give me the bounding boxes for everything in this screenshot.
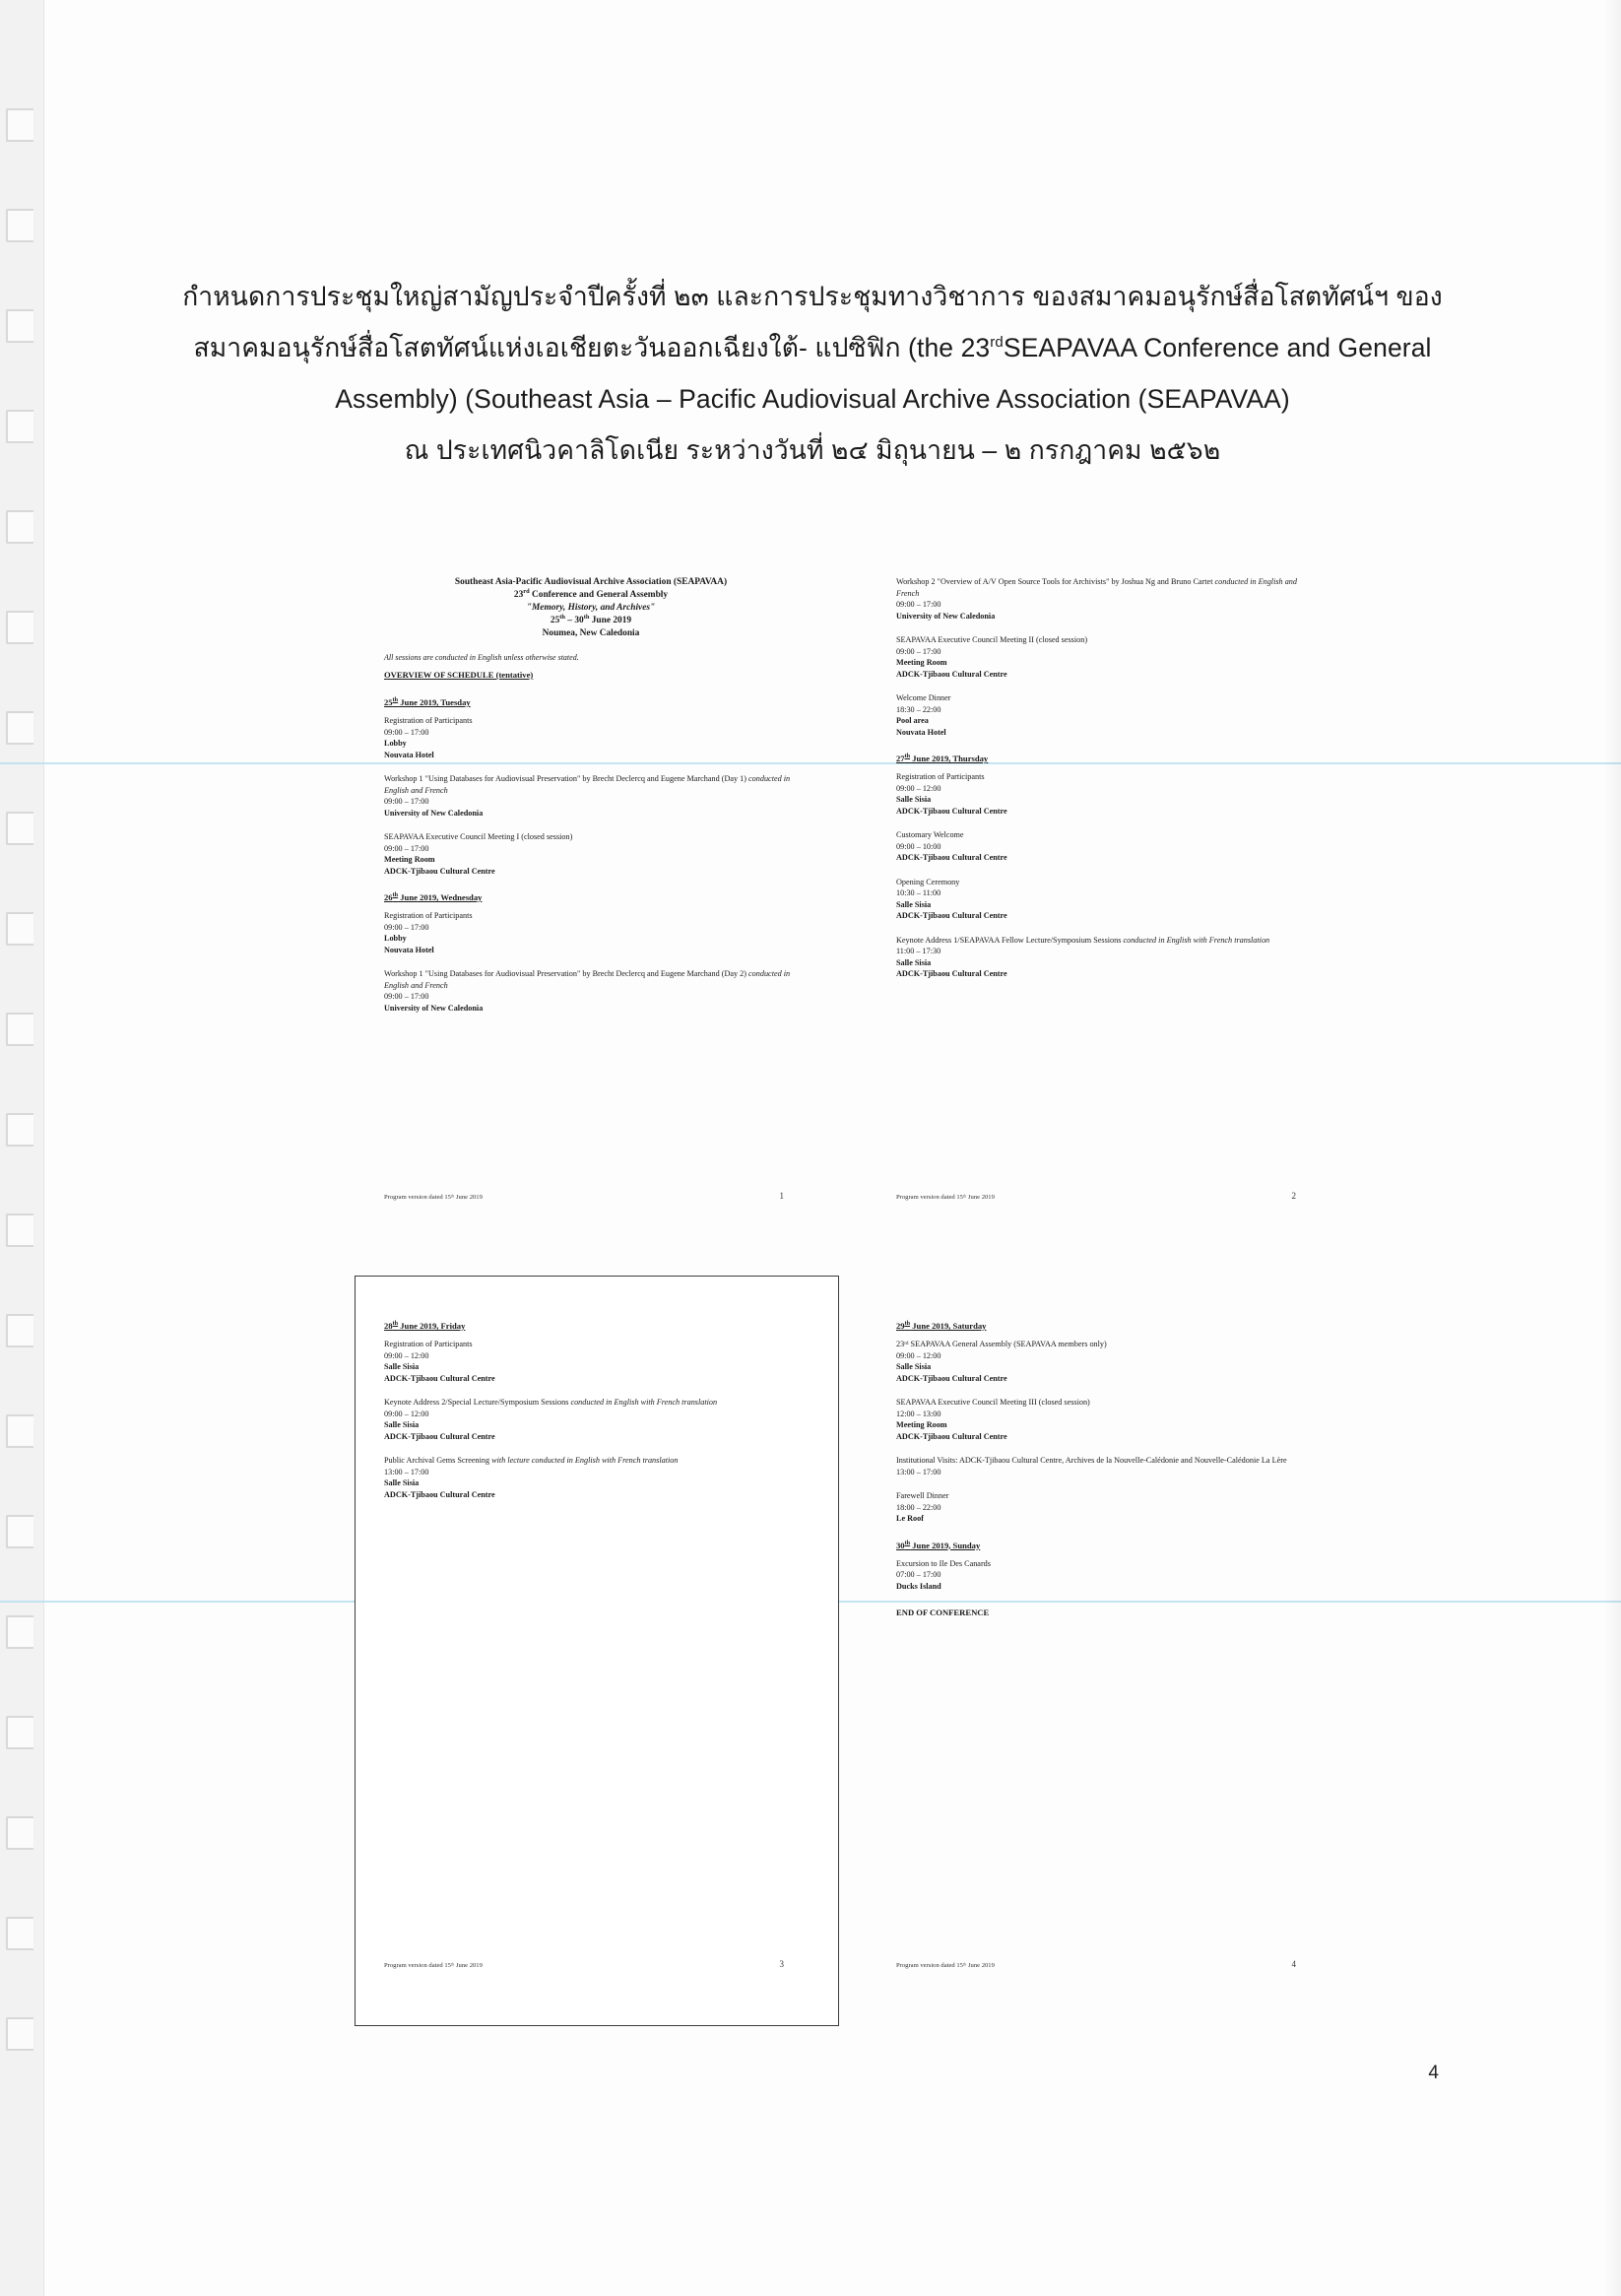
title-line-1: กำหนดการประชุมใหญ่สามัญประจำปีครั้งที่ ๒๓ และการประชุมทางวิชาการ ของสมาคมอนุรักษ์สื่อโสตทัศน์ฯ ของ xyxy=(182,282,1443,311)
program-version-text: Program version dated 15ᵗʰ June 2019 xyxy=(896,1962,995,1969)
page-right-shadow xyxy=(1603,0,1621,2296)
entry-title-note: conducted in English and French xyxy=(384,774,791,795)
schedule-entry xyxy=(384,773,798,819)
title-line-3: Assembly) (Southeast Asia – Pacific Audiovisual Archive Association (SEAPAVAA) xyxy=(335,384,1290,414)
ordinal-superscript: rd xyxy=(990,334,1004,352)
schedule-entry xyxy=(896,877,1310,922)
program-header xyxy=(384,576,798,640)
entry-venue: Meeting Room xyxy=(896,658,947,667)
program-page-4 xyxy=(896,1305,1310,1975)
program-version-text: Program version dated 15ᵗʰ June 2019 xyxy=(384,1194,483,1201)
program-page-2 xyxy=(896,576,1310,1207)
entry-venue: Le Roof xyxy=(896,1514,924,1523)
entry-time: 09:00 – 17:00 xyxy=(384,992,429,1001)
entry-time: 18:30 – 22:00 xyxy=(896,704,941,714)
program-footer xyxy=(384,1959,798,1969)
entry-venue: ADCK-Tjibaou Cultural Centre xyxy=(896,969,1007,978)
day-heading xyxy=(896,754,1310,763)
conf-ordinal-suffix: rd xyxy=(523,587,530,595)
day-number: 26 xyxy=(384,892,393,902)
day-number: 30 xyxy=(896,1540,905,1550)
day-heading xyxy=(896,1541,1310,1550)
program-header-line-2 xyxy=(384,589,798,602)
entry-venue: Salle Sisia xyxy=(896,795,932,804)
entry-title xyxy=(384,1455,798,1467)
entry-venue: University of New Caledonia xyxy=(384,1003,484,1013)
entry-time: 13:00 – 17:00 xyxy=(896,1467,941,1476)
schedule-entry xyxy=(896,576,1310,622)
entry-venue: Ducks Island xyxy=(896,1581,941,1591)
entry-venue: ADCK-Tjibaou Cultural Centre xyxy=(896,853,1007,862)
title-line-2 xyxy=(148,322,1477,373)
program-header-line-1: Southeast Asia-Pacific Audiovisual Archive Association (SEAPAVAA) xyxy=(454,577,728,587)
entry-title: Institutional Visits: ADCK-Tjibaou Cultural Centre, Archives de la Nouvelle-Calédonie and Nouvelle-Calédonie La Lère xyxy=(896,1456,1287,1465)
entry-venue: ADCK-Tjibaou Cultural Centre xyxy=(896,1373,1007,1383)
entry-time: 11:00 – 17:30 xyxy=(896,947,941,955)
date-start: 25 xyxy=(550,616,560,625)
entry-venue: University of New Caledonia xyxy=(896,611,996,621)
day-number-suffix: th xyxy=(392,696,399,704)
date-separator: – 30 xyxy=(564,616,584,625)
schedule-entry xyxy=(896,692,1310,738)
entry-title-note: with lecture conducted in English with French translation xyxy=(491,1456,679,1465)
entry-title: Welcome Dinner xyxy=(896,693,951,702)
entry-venue: ADCK-Tjibaou Cultural Centre xyxy=(896,911,1007,920)
entry-title: 23ʳᵈ SEAPAVAA General Assembly (SEAPAVAA members only) xyxy=(896,1340,1107,1348)
entry-title-note: conducted in English and French xyxy=(384,969,791,990)
entry-title: Registration of Participants xyxy=(384,1340,473,1348)
day-number-suffix: th xyxy=(904,1539,911,1546)
schedule-entry xyxy=(896,1455,1310,1477)
day-heading xyxy=(384,697,798,707)
entry-title: Registration of Participants xyxy=(384,716,473,725)
entry-venue: University of New Caledonia xyxy=(384,808,484,818)
title-line-2-thai: สมาคมอนุรักษ์สื่อโสตทัศน์แห่งเอเชียตะวันออกเฉียงใต้- แปซิฟิก (the 23 xyxy=(193,333,991,362)
entry-title-note: conducted in English with French translation xyxy=(1123,935,1270,945)
date-end: June 2019 xyxy=(589,616,632,625)
binder-punch-marks xyxy=(6,108,39,2206)
day-heading xyxy=(384,892,798,902)
program-end-notice: END OF CONFERENCE xyxy=(896,1607,990,1617)
program-footer xyxy=(896,1959,1310,1969)
entry-venue: Meeting Room xyxy=(896,1420,947,1429)
entry-venue: Salle Sisia xyxy=(384,1362,420,1371)
entry-time: 09:00 – 12:00 xyxy=(896,783,941,793)
program-version-text: Program version dated 15ᵗʰ June 2019 xyxy=(384,1962,483,1969)
entry-title xyxy=(896,576,1310,599)
entry-title: SEAPAVAA Executive Council Meeting II (closed session) xyxy=(896,635,1088,644)
program-header-dates xyxy=(384,615,798,627)
embedded-program-scan xyxy=(325,566,1310,2044)
entry-title: Customary Welcome xyxy=(896,830,964,839)
entry-venue: ADCK-Tjibaou Cultural Centre xyxy=(384,866,495,876)
program-footer xyxy=(384,1191,798,1201)
schedule-entry xyxy=(896,1339,1310,1384)
day-label: June 2019, Tuesday xyxy=(398,697,471,707)
entry-venue: Meeting Room xyxy=(384,855,435,864)
entry-title-text: Keynote Address 2/Special Lecture/Symposium Sessions xyxy=(384,1398,569,1407)
program-page-number: 2 xyxy=(1291,1191,1296,1201)
entry-time: 09:00 – 17:00 xyxy=(384,843,429,853)
entry-time: 09:00 – 17:00 xyxy=(896,646,941,656)
entry-title: Excursion to Ile Des Canards xyxy=(896,1558,991,1568)
schedule-entry xyxy=(896,771,1310,817)
entry-venue: ADCK-Tjibaou Cultural Centre xyxy=(896,806,1007,816)
schedule-entry xyxy=(384,1455,798,1500)
entry-title: Farewell Dinner xyxy=(896,1491,949,1500)
day-number-suffix: th xyxy=(904,1320,911,1328)
schedule-entry xyxy=(384,1339,798,1384)
entry-time: 07:00 – 17:00 xyxy=(896,1570,941,1579)
schedule-entry xyxy=(896,1558,1310,1593)
entry-time: 12:00 – 13:00 xyxy=(896,1409,941,1418)
entry-venue: Salle Sisia xyxy=(896,899,932,909)
entry-title: SEAPAVAA Executive Council Meeting III (closed session) xyxy=(896,1398,1090,1407)
entry-time: 13:00 – 17:00 xyxy=(384,1467,429,1476)
entry-venue: Pool area xyxy=(896,716,929,725)
entry-title xyxy=(384,1397,798,1409)
entry-title-text: Keynote Address 1/SEAPAVAA Fellow Lecture/Symposium Sessions xyxy=(896,935,1122,945)
entry-title-text: Workshop 1 "Using Databases for Audiovisual Preservation" by Brecht Declercq and Eugene Marchand (Day 1) xyxy=(384,774,746,783)
day-label: June 2019, Friday xyxy=(398,1321,466,1331)
day-label: June 2019, Saturday xyxy=(910,1321,987,1331)
entry-venue: ADCK-Tjibaou Cultural Centre xyxy=(384,1431,495,1441)
entry-venue: Nouvata Hotel xyxy=(384,945,434,954)
entry-title-text: Workshop 2 "Overview of A/V Open Source Tools for Archivists" by Joshua Ng and Bruno Cartet xyxy=(896,577,1213,586)
entry-venue: Lobby xyxy=(384,934,407,943)
conf-title: Conference and General Assembly xyxy=(529,590,669,600)
day-number: 25 xyxy=(384,697,393,707)
program-language-note: All sessions are conducted in English unless otherwise stated. xyxy=(384,653,579,662)
entry-time: 09:00 – 17:00 xyxy=(896,600,941,609)
entry-venue: ADCK-Tjibaou Cultural Centre xyxy=(384,1489,495,1499)
entry-time: 09:00 – 12:00 xyxy=(896,1350,941,1360)
entry-venue: Lobby xyxy=(384,739,407,748)
entry-venue: ADCK-Tjibaou Cultural Centre xyxy=(896,669,1007,679)
program-page-number: 1 xyxy=(779,1191,784,1201)
day-label: June 2019, Thursday xyxy=(910,754,989,763)
day-number: 27 xyxy=(896,754,905,763)
program-page-1 xyxy=(384,576,798,1207)
title-line-2-english: SEAPAVAA Conference and General xyxy=(1003,333,1432,362)
day-heading xyxy=(896,1321,1310,1331)
program-version-text: Program version dated 15ᵗʰ June 2019 xyxy=(896,1194,995,1201)
entry-venue: Nouvata Hotel xyxy=(384,750,434,759)
entry-title: Opening Ceremony xyxy=(896,877,960,886)
program-page-number: 4 xyxy=(1291,1959,1296,1969)
schedule-entry xyxy=(384,968,798,1014)
entry-time: 09:00 – 17:00 xyxy=(384,797,429,806)
entry-time: 18:00 – 22:00 xyxy=(896,1502,941,1512)
entry-title-note: conducted in English and French xyxy=(896,577,1297,598)
day-label: June 2019, Wednesday xyxy=(398,892,483,902)
entry-time: 09:00 – 17:00 xyxy=(384,922,429,932)
program-page-number: 3 xyxy=(779,1959,784,1969)
schedule-entry xyxy=(896,935,1310,980)
entry-time: 09:00 – 10:00 xyxy=(896,841,941,851)
day-number: 28 xyxy=(384,1321,393,1331)
entry-title xyxy=(384,968,798,991)
entry-title: SEAPAVAA Executive Council Meeting I (closed session) xyxy=(384,832,573,841)
entry-venue: Nouvata Hotel xyxy=(896,727,946,737)
entry-title-text: Workshop 1 "Using Databases for Audiovisual Preservation" by Brecht Declercq and Eugene Marchand (Day 2) xyxy=(384,969,746,978)
day-number-suffix: th xyxy=(392,1320,399,1328)
program-header-theme: "Memory, History, and Archives" xyxy=(526,603,656,613)
day-label: June 2019, Sunday xyxy=(910,1540,981,1550)
entry-venue: Salle Sisia xyxy=(384,1420,420,1429)
entry-title-note: conducted in English with French translation xyxy=(570,1398,718,1407)
schedule-entry xyxy=(896,1397,1310,1442)
entry-venue: ADCK-Tjibaou Cultural Centre xyxy=(896,1431,1007,1441)
program-header-location: Noumea, New Caledonia xyxy=(542,628,640,638)
entry-time: 09:00 – 12:00 xyxy=(384,1350,429,1360)
entry-time: 10:30 – 11:00 xyxy=(896,888,941,897)
entry-title: Registration of Participants xyxy=(384,911,473,920)
schedule-entry xyxy=(896,1490,1310,1525)
title-line-4: ณ ประเทศนิวคาลิโดเนีย ระหว่างวันที่ ๒๔ มิถุนายน – ๒ กรกฎาคม ๒๕๖๒ xyxy=(404,435,1221,465)
schedule-entry xyxy=(896,634,1310,680)
schedule-entry xyxy=(384,910,798,955)
entry-time: 09:00 – 12:00 xyxy=(384,1409,429,1418)
entry-time: 09:00 – 17:00 xyxy=(384,727,429,737)
program-page-3 xyxy=(384,1305,798,1975)
entry-title xyxy=(384,773,798,796)
program-footer xyxy=(896,1191,1310,1201)
entry-title: Registration of Participants xyxy=(896,772,985,781)
entry-title xyxy=(896,935,1310,947)
day-number-suffix: th xyxy=(904,753,911,760)
day-number-suffix: th xyxy=(392,891,399,899)
entry-venue: ADCK-Tjibaou Cultural Centre xyxy=(384,1373,495,1383)
document-page-number: 4 xyxy=(1428,2063,1439,2083)
schedule-entry xyxy=(384,831,798,877)
date-end-suffix: th xyxy=(583,613,590,621)
schedule-entry xyxy=(384,715,798,760)
page-title xyxy=(148,271,1477,476)
schedule-entry xyxy=(384,1397,798,1442)
date-start-suffix: th xyxy=(559,613,565,621)
entry-venue: Salle Sisia xyxy=(384,1478,420,1487)
conf-ordinal-number: 23 xyxy=(513,590,524,600)
entry-venue: Salle Sisia xyxy=(896,1362,932,1371)
day-heading xyxy=(384,1321,798,1331)
schedule-entry xyxy=(896,829,1310,864)
program-overview-title: OVERVIEW OF SCHEDULE (tentative) xyxy=(384,670,534,680)
entry-venue: Salle Sisia xyxy=(896,957,932,967)
entry-title-text: Public Archival Gems Screening xyxy=(384,1456,490,1465)
day-number: 29 xyxy=(896,1321,905,1331)
